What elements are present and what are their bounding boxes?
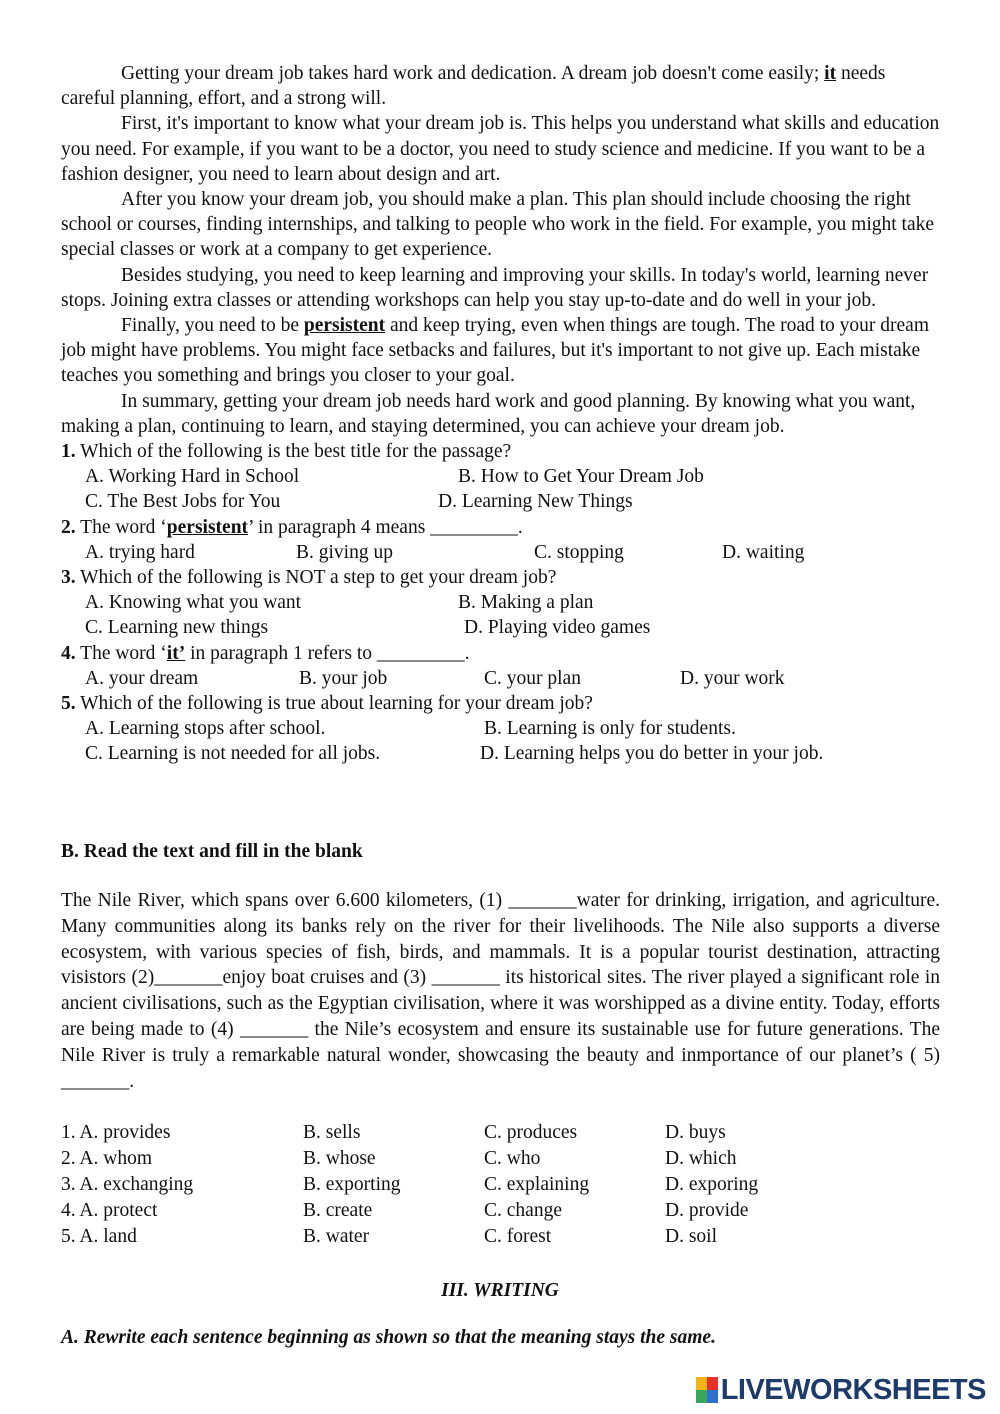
option-1b[interactable]: B. How to Get Your Dream Job [458, 466, 704, 488]
option-5d[interactable]: D. Learning helps you do better in your job. [480, 743, 824, 765]
option-2d[interactable]: D. waiting [722, 541, 805, 563]
nile-text: The Nile River, which spans over 6.600 kilometers, (1) _______water for drinking, irrigation, and agriculture. Many communities along its banks rely on the river for their livelihoods. The Nile also supports a diverse ecosystem, with various species of fish, birds, and mammals. It is a popular tourist destination, attracting visistors (2)_______enjoy boat cruises and (3) _______ its historical sites. The river played a significant role in ancient civilisations, such as the Egyptian civilisation, where it was worshipped as a divine entity. Today, efforts are being made to (4) _______ the Nile’s ecosystem and ensure its sustainable use for future generations. The Nile River is truly a remarkable natural wonder, showcasing the beauty and inmportance of our planet’s ( 5) _______. [61, 890, 940, 1092]
option-5b[interactable]: B. Learning is only for students. [484, 718, 736, 740]
question-5-options-row-1 [61, 716, 941, 741]
paragraph-6: In summary, getting your dream job needs hard work and good planning. By knowing what you want, making a plan, continuing to learn, and staying determined, you can achieve your dream job. [61, 390, 916, 437]
paragraph-5: Finally, you need to be persistent and keep trying, even when things are tough. The road to your dream job might have problems. You might face setbacks and failures, but it's important to not give up. Each mistake teaches you something and brings you closer to your goal. [61, 315, 929, 387]
option-1a[interactable]: A. Working Hard in School [85, 466, 300, 488]
liveworksheets-logo-icon [696, 1377, 718, 1403]
question-5-options-row-2 [61, 741, 941, 766]
option-3b[interactable]: B. Making a plan [458, 592, 594, 614]
answer-row-1: 1. A. provides B. sells C. produces D. buys [61, 1122, 726, 1143]
option-4c[interactable]: C. your plan [484, 667, 581, 689]
question-3: 3. Which of the following is NOT a step to get your dream job? [61, 567, 557, 589]
answer-options-grid [61, 1120, 941, 1250]
question-1-options-row-2 [61, 489, 941, 514]
question-3-options-row-2 [61, 615, 941, 640]
option-1d[interactable]: D. Learning New Things [438, 491, 633, 513]
paragraph-2: First, it's important to know what your dream job is. This helps you understand what skills and education you need. For example, if you want to be a doctor, you need to study science and medicine. If you want to be a fashion designer, you need to learn about design and art. [61, 113, 940, 185]
question-5: 5. Which of the following is true about learning for your dream job? [61, 692, 593, 714]
option-4a[interactable]: A. your dream [85, 667, 199, 689]
option-2c[interactable]: C. stopping [534, 541, 624, 563]
question-4-options [61, 666, 941, 691]
option-5c[interactable]: C. Learning is not needed for all jobs. [85, 743, 381, 765]
nile-passage [61, 888, 940, 1094]
paragraph-1: Getting your dream job takes hard work and dedication. A dream job doesn't come easily; it needs careful planning, effort, and a strong will. [61, 63, 886, 110]
question-3-options-row-1 [61, 590, 941, 615]
paragraph-4: Besides studying, you need to keep learning and improving your skills. In today's world, learning never stops. Joining extra classes or attending workshops can help you stay up-to-date and do well in your job. [61, 264, 929, 311]
underlined-word-persistent: persistent [303, 315, 386, 337]
answer-row-5: 5. A. land B. water C. forest D. soil [61, 1226, 718, 1247]
option-3a[interactable]: A. Knowing what you want [85, 592, 302, 614]
underlined-word-it: it [824, 63, 837, 84]
option-2a[interactable]: A. trying hard [85, 541, 195, 563]
liveworksheets-brand [696, 1374, 986, 1406]
section-b-heading: B. Read the text and fill in the blank [61, 841, 363, 862]
option-4b[interactable]: B. your job [299, 667, 388, 689]
question-4: 4. The word ‘it’ in paragraph 1 refers to _________. [61, 642, 470, 664]
option-2b[interactable]: B. giving up [296, 541, 393, 563]
writing-instruction: A. Rewrite each sentence beginning as shown so that the meaning stays the same. [61, 1327, 716, 1348]
paragraph-3: After you know your dream job, you should make a plan. This plan should include choosing the right school or courses, finding internships, and talking to people who work in the field. For example, you might take special classes or work at a company to get experience. [61, 189, 935, 261]
answer-row-4: 4. A. protect B. create C. change D. provide [61, 1200, 749, 1221]
answer-row-3: 3. A. exchanging B. exporting C. explaining D. exporing [61, 1174, 759, 1195]
reading-passage [61, 61, 941, 767]
brand-name: LIVEWORKSHEETS [720, 1373, 986, 1406]
question-2-options [61, 540, 941, 565]
question-1: 1. Which of the following is the best title for the passage? [61, 441, 512, 463]
option-4d[interactable]: D. your work [680, 667, 785, 689]
writing-heading: III. WRITING [441, 1280, 559, 1301]
option-3c[interactable]: C. Learning new things [85, 617, 269, 639]
option-5a[interactable]: A. Learning stops after school. [85, 718, 326, 740]
question-2: 2. The word ‘persistent’ in paragraph 4 means _________. [61, 516, 523, 538]
option-3d[interactable]: D. Playing video games [464, 617, 651, 639]
answer-row-2: 2. A. whom B. whose C. who D. which [61, 1148, 737, 1169]
option-1c[interactable]: C. The Best Jobs for You [85, 491, 281, 513]
question-1-options-row-1 [61, 464, 941, 489]
